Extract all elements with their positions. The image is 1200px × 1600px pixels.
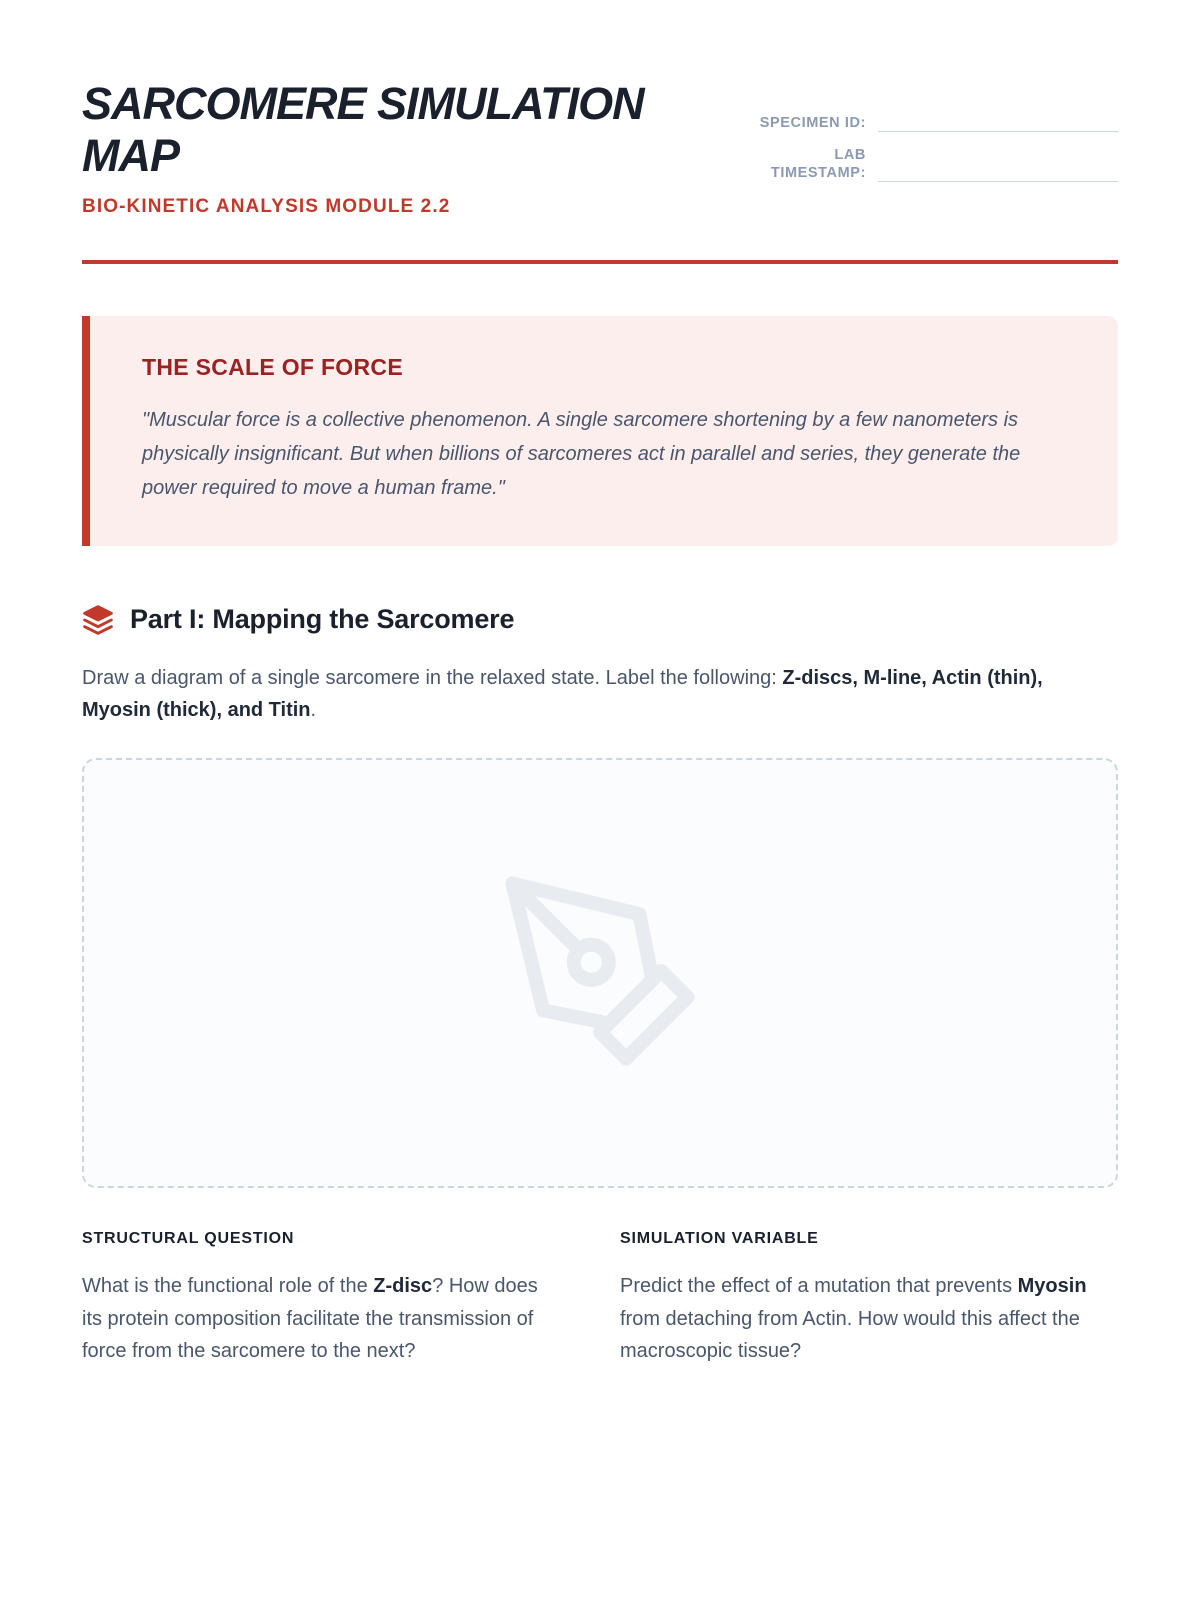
layers-icon — [82, 604, 114, 636]
simulation-variable-term: Myosin — [1017, 1275, 1087, 1298]
diagram-drawing-area[interactable] — [82, 758, 1118, 1188]
simulation-variable-text-tail: from detaching from Actin. How would this affect the macroscopic tissue? — [620, 1307, 1080, 1363]
header-title-block — [82, 78, 692, 218]
callout-quote: "Muscular force is a collective phenomenon. A single sarcomere shortening by a few nanometers is physically insignificant. But when billions of sarcomeres act in parallel and series, they generate the power required to move a human frame." — [142, 408, 1021, 500]
lab-timestamp-label: LAB TIMESTAMP: — [770, 147, 866, 182]
callout-panel — [82, 316, 1118, 546]
simulation-variable-text-lead: Predict the effect of a mutation that prevents — [620, 1275, 1018, 1298]
specimen-id-row — [738, 112, 1118, 132]
structural-question-label: STRUCTURAL QUESTION — [82, 1230, 295, 1248]
specimen-id-label: SPECIMEN ID: — [759, 114, 866, 131]
header-meta-fields — [738, 112, 1118, 196]
header-divider — [82, 260, 1118, 264]
section-header — [82, 604, 1118, 636]
simulation-variable-label: SIMULATION VARIABLE — [620, 1230, 819, 1248]
page-title: SARCOMERE SIMULATION MAP — [82, 78, 644, 181]
specimen-id-input[interactable] — [878, 112, 1118, 132]
question-columns — [82, 1230, 1118, 1367]
instructions-text-lead: Draw a diagram of a single sarcomere in the relaxed state. Label the following: — [82, 666, 783, 689]
document-header — [82, 78, 1118, 218]
simulation-variable-column — [620, 1230, 1100, 1367]
pen-nib-icon — [495, 866, 705, 1081]
instructions-text-tail: . — [310, 699, 317, 722]
structural-question-text-lead: What is the functional role of the — [82, 1275, 374, 1298]
structural-question-column — [82, 1230, 562, 1367]
page-subtitle: BIO-KINETIC ANALYSIS MODULE 2.2 — [82, 195, 451, 217]
structural-question-text-tail: ? How does its protein composition facilitate the transmission of force from the sarcomere to the next? — [82, 1275, 538, 1363]
lab-timestamp-input[interactable] — [878, 162, 1118, 182]
section-title: Part I: Mapping the Sarcomere — [130, 604, 515, 635]
callout-title: THE SCALE OF FORCE — [142, 353, 403, 380]
instructions-text-bold: Z-discs, M-line, Actin (thin), Myosin (thick), and Titin — [82, 666, 1043, 722]
structural-question-term: Z-disc — [373, 1275, 433, 1298]
lab-timestamp-row — [738, 146, 1118, 182]
simulation-variable-text — [620, 1270, 1100, 1367]
structural-question-text — [82, 1270, 562, 1367]
section-instructions — [82, 662, 1102, 727]
